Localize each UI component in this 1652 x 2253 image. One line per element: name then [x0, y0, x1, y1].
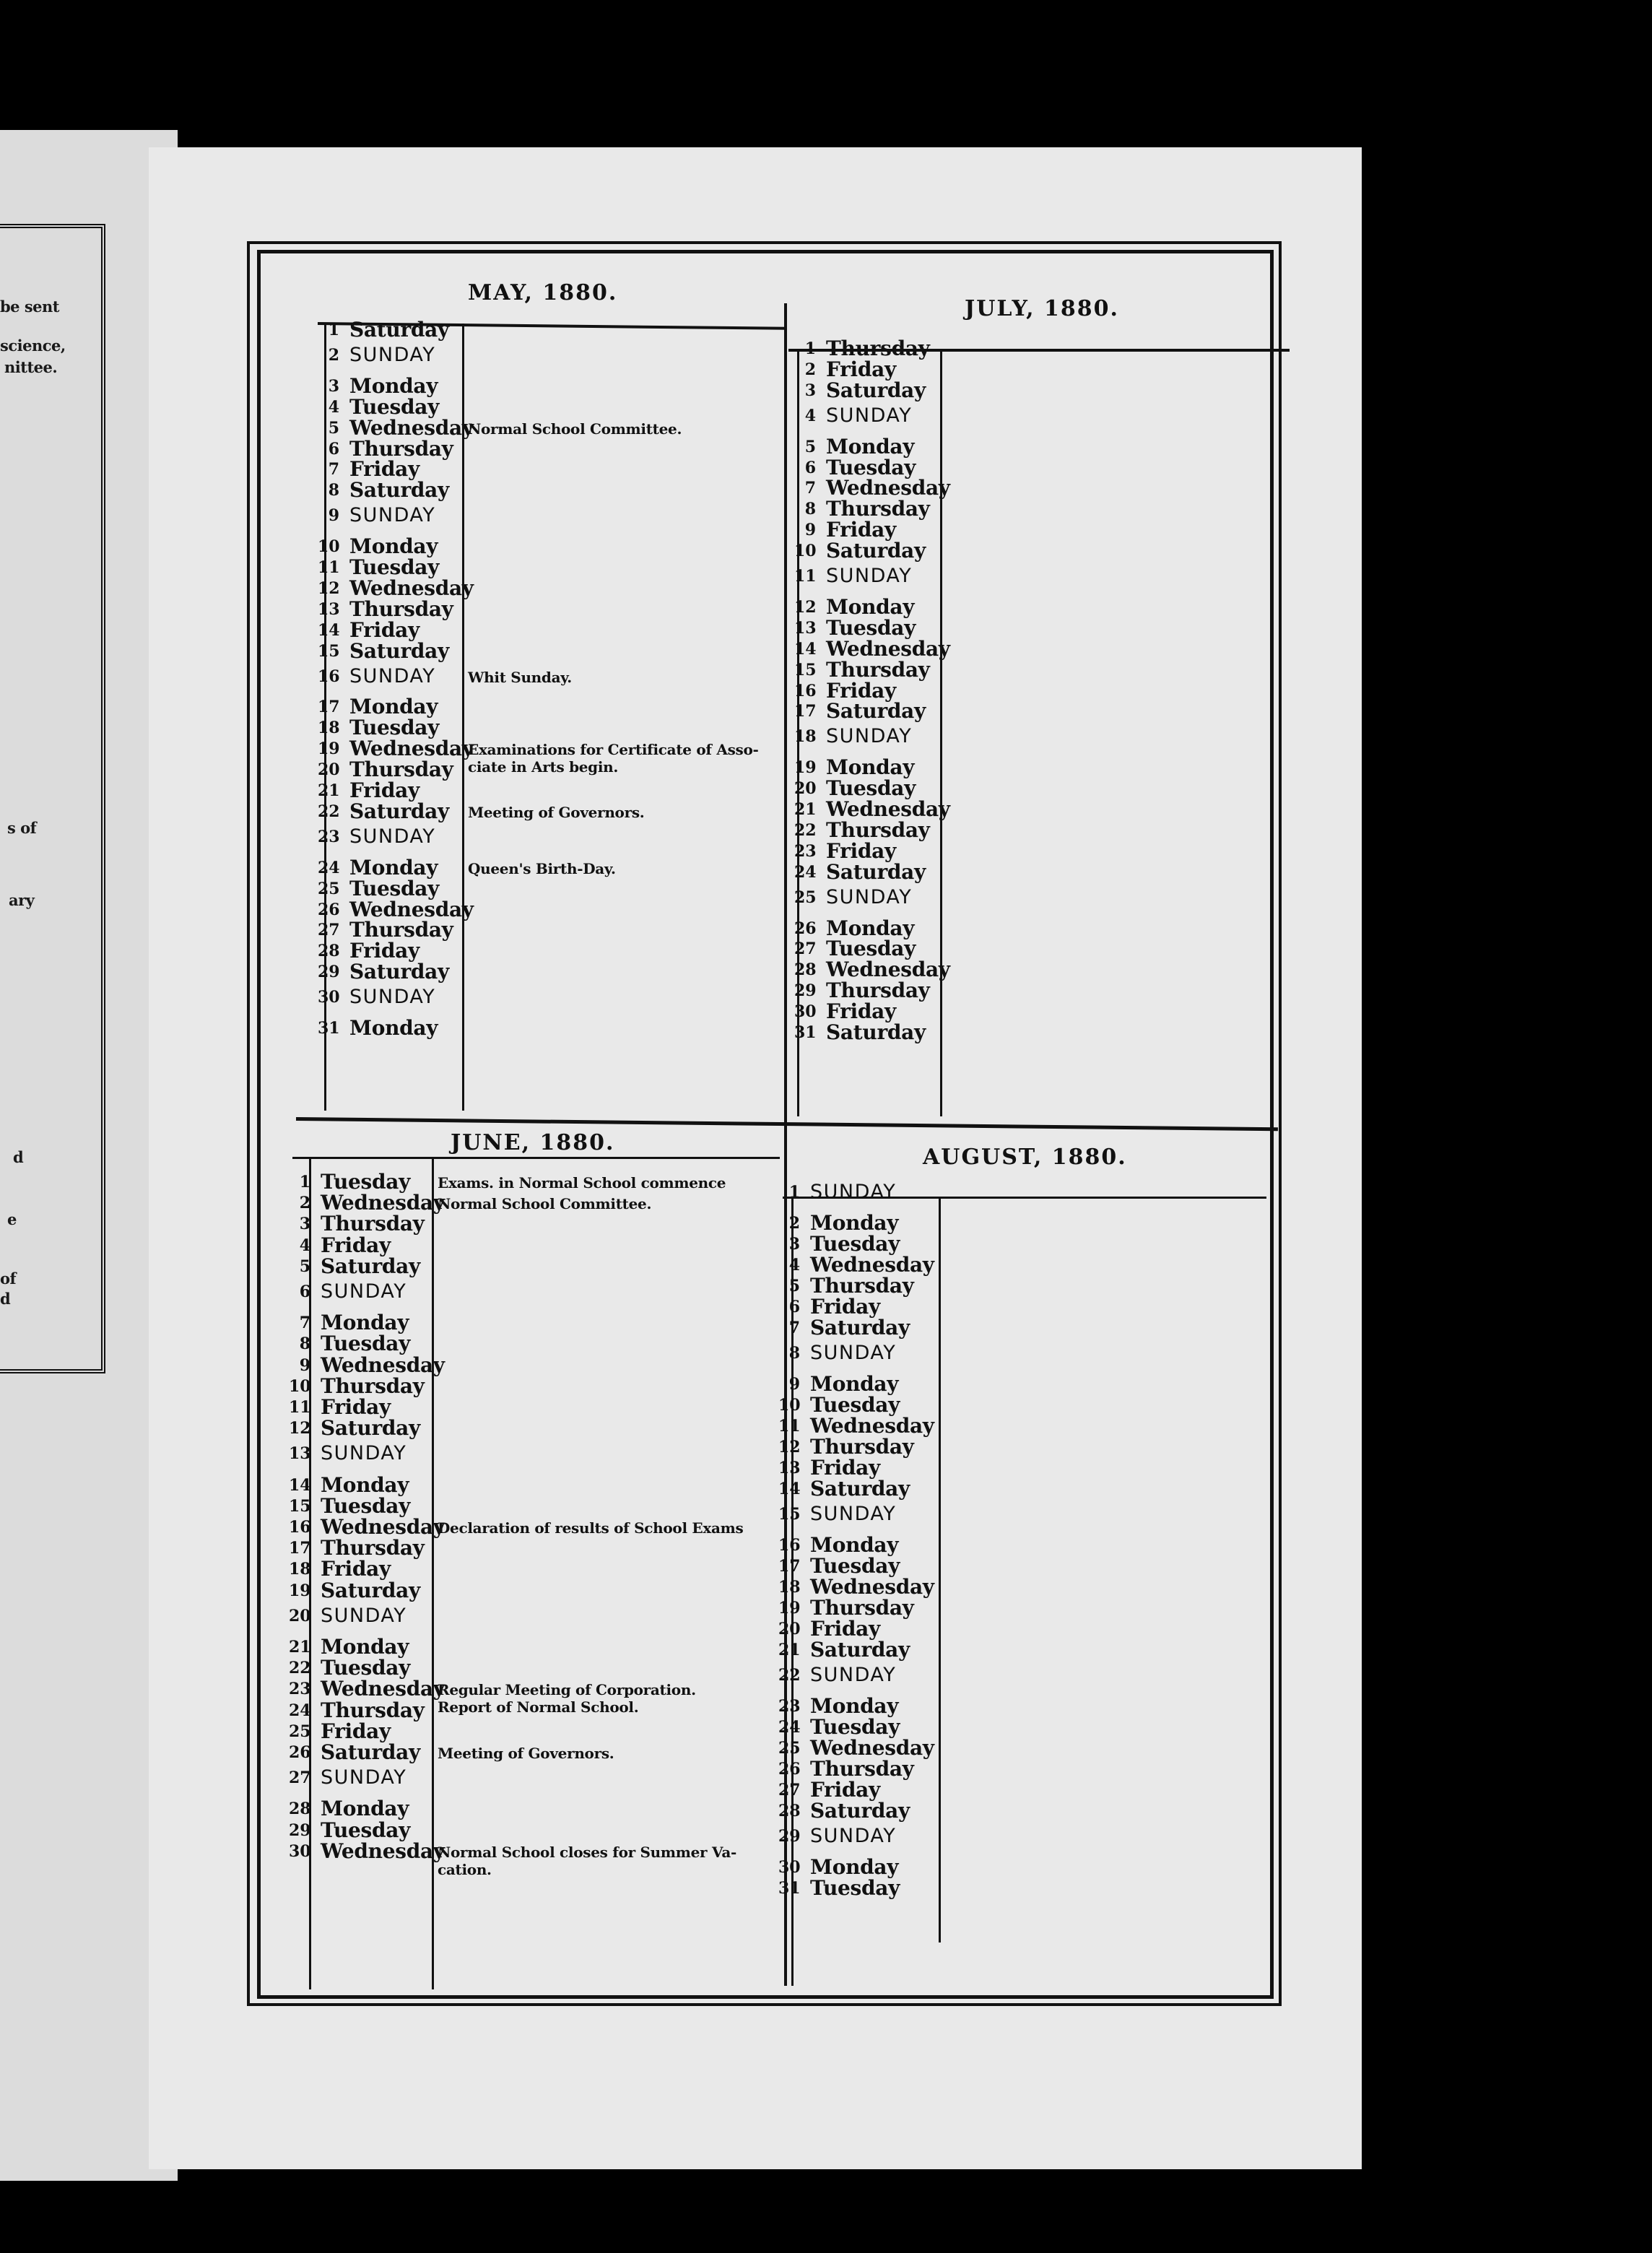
- weekday-label: Saturday: [321, 1740, 420, 1764]
- day-number: 29: [794, 981, 817, 1001]
- day-number: 20: [318, 760, 340, 780]
- day-number: 29: [778, 1827, 801, 1846]
- weekday-label: Thursday: [810, 1274, 914, 1298]
- day-number: 12: [318, 578, 340, 598]
- day-number: 11: [318, 558, 340, 577]
- day-number: 16: [794, 681, 817, 700]
- day-number: 19: [318, 739, 340, 759]
- day-number: 13: [289, 1444, 311, 1464]
- weekday-label: Saturday: [321, 1578, 420, 1602]
- day-number: 1: [804, 339, 816, 358]
- day-number: 11: [289, 1398, 311, 1417]
- day-number: 10: [794, 542, 817, 561]
- day-number: 3: [804, 381, 816, 400]
- weekday-label: Saturday: [349, 478, 449, 503]
- june-event-rule: [432, 1159, 434, 1989]
- weekday-label: Thursday: [826, 497, 930, 521]
- sunday-label: SUNDAY: [810, 1503, 897, 1525]
- calendar-event: Exams. in Normal School commence: [438, 1174, 726, 1191]
- weekday-label: Monday: [349, 695, 438, 719]
- day-number: 7: [804, 479, 816, 498]
- weekday-label: Monday: [349, 855, 438, 880]
- sunday-label: SUNDAY: [321, 1604, 407, 1627]
- weekday-label: Saturday: [826, 859, 926, 884]
- weekday-label: Tuesday: [349, 555, 440, 579]
- weekday-label: Wednesday: [810, 1414, 934, 1438]
- weekday-label: Tuesday: [321, 1656, 411, 1680]
- day-number: 3: [299, 1215, 310, 1234]
- day-number: 5: [804, 437, 816, 456]
- day-number: 9: [788, 1375, 800, 1394]
- day-number: 24: [318, 858, 340, 877]
- day-number: 29: [318, 963, 340, 982]
- day-number: 24: [794, 862, 817, 882]
- day-number: 20: [794, 779, 817, 799]
- day-number: 9: [299, 1355, 310, 1375]
- weekday-label: Tuesday: [810, 1715, 900, 1739]
- weekday-label: Wednesday: [826, 636, 950, 661]
- weekday-label: Wednesday: [321, 1839, 445, 1863]
- weekday-label: Tuesday: [810, 1232, 900, 1256]
- day-number: 13: [794, 618, 817, 638]
- day-number: 5: [328, 418, 339, 438]
- weekday-label: Friday: [826, 838, 896, 863]
- day-number: 4: [328, 397, 339, 417]
- weekday-label: Saturday: [349, 799, 449, 823]
- day-number: 18: [778, 1578, 801, 1597]
- weekday-label: Friday: [321, 1719, 391, 1743]
- weekday-label: Tuesday: [321, 1170, 411, 1194]
- weekday-label: Monday: [810, 1372, 899, 1396]
- weekday-label: Friday: [826, 999, 896, 1024]
- weekday-label: Saturday: [321, 1416, 420, 1441]
- day-number: 30: [289, 1841, 311, 1861]
- month-title-august: AUGUST, 1880.: [923, 1145, 1127, 1170]
- weekday-label: Saturday: [810, 1799, 910, 1823]
- weekday-label: Tuesday: [826, 455, 916, 479]
- day-number: 28: [778, 1802, 801, 1820]
- day-number: 25: [318, 879, 340, 898]
- day-number: 1: [299, 1173, 310, 1191]
- calendar-event: Normal School Committee.: [468, 420, 682, 438]
- weekday-label: Monday: [349, 534, 438, 559]
- day-number: 9: [328, 506, 339, 526]
- day-number: 13: [318, 599, 340, 619]
- weekday-label: Friday: [810, 1295, 880, 1319]
- day-number: 10: [289, 1376, 311, 1396]
- weekday-label: Tuesday: [810, 1393, 900, 1417]
- weekday-label: Wednesday: [810, 1736, 934, 1760]
- weekday-label: Thursday: [810, 1757, 914, 1781]
- sunday-label: SUNDAY: [321, 1766, 407, 1789]
- sunday-label: SUNDAY: [349, 825, 436, 848]
- day-number: 14: [794, 639, 817, 659]
- day-number: 27: [289, 1768, 311, 1788]
- mid-rule-left: [292, 1157, 780, 1159]
- weekday-label: Wednesday: [349, 737, 474, 761]
- month-title-july: JULY, 1880.: [965, 296, 1119, 321]
- day-number: 8: [788, 1344, 800, 1363]
- day-number: 24: [289, 1701, 311, 1720]
- weekday-label: Wednesday: [321, 1191, 445, 1215]
- facing-page-fragment: be sent: [0, 298, 60, 316]
- day-number: 6: [328, 439, 339, 459]
- day-number: 4: [299, 1236, 310, 1255]
- day-number: 27: [794, 939, 817, 959]
- weekday-label: Thursday: [826, 978, 930, 1003]
- day-number: 7: [788, 1319, 800, 1337]
- day-number: 1: [788, 1183, 800, 1202]
- day-number: 25: [778, 1739, 801, 1758]
- facing-page-fragment: nittee.: [4, 358, 58, 376]
- calendar-event: Examinations for Certificate of Asso- ciate in Arts begin.: [468, 741, 759, 776]
- sunday-label: SUNDAY: [826, 725, 913, 748]
- weekday-label: Friday: [349, 617, 419, 642]
- weekday-label: Thursday: [810, 1596, 914, 1620]
- sunday-label: SUNDAY: [349, 986, 436, 1009]
- sunday-label: SUNDAY: [810, 1825, 897, 1847]
- weekday-label: Saturday: [810, 1638, 910, 1662]
- day-number: 10: [318, 537, 340, 557]
- calendar-event: Meeting of Governors.: [468, 803, 645, 821]
- month-title-june: JUNE, 1880.: [451, 1130, 615, 1155]
- day-number: 17: [289, 1539, 311, 1558]
- weekday-label: Thursday: [349, 757, 453, 782]
- day-number: 26: [318, 900, 340, 919]
- day-number: 18: [318, 719, 340, 738]
- day-number: 30: [794, 1002, 817, 1022]
- day-number: 19: [289, 1581, 311, 1600]
- calendar-event: Normal School closes for Summer Va- cation.: [438, 1843, 736, 1878]
- weekday-label: Friday: [321, 1233, 391, 1257]
- day-number: 3: [788, 1235, 800, 1254]
- sunday-label: SUNDAY: [810, 1181, 897, 1203]
- sunday-label: SUNDAY: [349, 504, 436, 527]
- weekday-label: Friday: [810, 1456, 880, 1480]
- weekday-label: Tuesday: [349, 716, 440, 740]
- day-number: 6: [788, 1298, 800, 1316]
- day-number: 4: [804, 406, 816, 425]
- day-number: 8: [299, 1334, 310, 1354]
- weekday-label: Wednesday: [810, 1253, 934, 1277]
- weekday-label: Tuesday: [321, 1332, 411, 1356]
- day-number: 14: [289, 1475, 311, 1495]
- weekday-label: Friday: [349, 457, 419, 482]
- weekday-label: Wednesday: [810, 1575, 934, 1599]
- day-number: 28: [289, 1800, 311, 1819]
- day-number: 17: [794, 702, 817, 721]
- weekday-label: Friday: [321, 1557, 391, 1581]
- day-number: 21: [318, 781, 340, 800]
- weekday-label: Monday: [810, 1211, 899, 1235]
- sunday-label: SUNDAY: [826, 565, 913, 587]
- day-number: 2: [299, 1194, 310, 1213]
- day-number: 22: [778, 1666, 801, 1685]
- calendar-event: Regular Meeting of Corporation. Report of Normal School.: [438, 1681, 696, 1716]
- sunday-label: SUNDAY: [321, 1280, 407, 1303]
- weekday-label: Thursday: [349, 596, 453, 621]
- day-number: 23: [318, 827, 340, 846]
- weekday-label: Monday: [349, 373, 438, 398]
- weekday-label: Friday: [810, 1778, 880, 1802]
- weekday-label: Thursday: [349, 436, 453, 461]
- weekday-label: Thursday: [826, 817, 930, 842]
- weekday-label: Thursday: [321, 1698, 425, 1722]
- weekday-label: Monday: [349, 1016, 438, 1040]
- day-number: 12: [778, 1438, 801, 1457]
- day-number: 18: [794, 727, 817, 747]
- day-number: 15: [289, 1496, 311, 1516]
- month-title-may: MAY, 1880.: [468, 280, 618, 305]
- weekday-label: Saturday: [826, 539, 926, 563]
- weekday-label: Saturday: [349, 960, 449, 984]
- weekday-label: Tuesday: [826, 776, 916, 801]
- may-event-rule: [462, 324, 464, 1111]
- day-number: 27: [318, 921, 340, 940]
- weekday-label: Wednesday: [826, 476, 950, 500]
- weekday-label: Saturday: [826, 699, 926, 724]
- weekday-label: Wednesday: [321, 1353, 445, 1377]
- weekday-label: Thursday: [321, 1373, 425, 1398]
- day-number: 28: [794, 960, 817, 980]
- weekday-label: Tuesday: [321, 1818, 411, 1842]
- facing-page-fragment: science,: [0, 337, 66, 355]
- weekday-label: Monday: [810, 1855, 899, 1879]
- sunday-label: SUNDAY: [826, 404, 913, 427]
- weekday-label: Wednesday: [349, 576, 474, 600]
- weekday-label: Thursday: [349, 918, 453, 942]
- day-number: 16: [318, 667, 340, 686]
- weekday-label: Wednesday: [826, 797, 950, 821]
- day-number: 5: [788, 1277, 800, 1295]
- day-number: 16: [289, 1518, 311, 1537]
- day-number: 24: [778, 1718, 801, 1737]
- day-number: 13: [778, 1459, 801, 1477]
- weekday-label: Saturday: [826, 1020, 926, 1044]
- weekday-label: Monday: [321, 1797, 409, 1821]
- sunday-label: SUNDAY: [810, 1664, 897, 1686]
- day-number: 31: [794, 1023, 817, 1042]
- facing-page-fragment: s of: [7, 819, 37, 837]
- day-number: 15: [794, 660, 817, 680]
- day-number: 21: [794, 800, 817, 819]
- facing-page-fragment: d: [0, 1290, 11, 1308]
- day-number: 23: [778, 1697, 801, 1716]
- day-number: 2: [328, 345, 339, 365]
- day-number: 6: [804, 458, 816, 477]
- day-number: 26: [794, 919, 817, 938]
- day-number: 11: [794, 567, 817, 586]
- day-number: 23: [794, 841, 817, 861]
- day-number: 7: [328, 460, 339, 479]
- sunday-label: SUNDAY: [826, 885, 913, 908]
- weekday-label: Friday: [826, 678, 896, 703]
- weekday-label: Saturday: [810, 1316, 910, 1340]
- day-number: 12: [794, 597, 817, 617]
- day-number: 19: [794, 758, 817, 778]
- day-number: 23: [289, 1680, 311, 1699]
- weekday-label: Friday: [826, 357, 896, 381]
- weekday-label: Tuesday: [349, 876, 440, 900]
- calendar-event: Normal School Committee.: [438, 1195, 652, 1213]
- day-number: 25: [794, 887, 817, 907]
- july-event-rule: [940, 351, 942, 1116]
- weekday-label: Thursday: [321, 1536, 425, 1560]
- day-number: 21: [778, 1641, 801, 1659]
- weekday-label: Monday: [321, 1635, 409, 1659]
- weekday-label: Tuesday: [826, 937, 916, 961]
- weekday-label: Tuesday: [810, 1876, 900, 1900]
- day-number: 11: [778, 1417, 801, 1436]
- weekday-label: Thursday: [826, 337, 930, 360]
- day-number: 29: [289, 1820, 311, 1840]
- weekday-label: Monday: [810, 1694, 899, 1718]
- august-event-rule: [939, 1199, 941, 1942]
- weekday-label: Saturday: [826, 378, 926, 402]
- facing-page-fragment: e: [7, 1210, 17, 1228]
- weekday-label: Wednesday: [321, 1515, 445, 1539]
- day-number: 6: [299, 1282, 310, 1301]
- day-number: 12: [289, 1419, 311, 1438]
- weekday-label: Monday: [826, 594, 915, 619]
- day-number: 30: [318, 988, 340, 1007]
- weekday-label: Friday: [321, 1395, 391, 1419]
- day-number: 18: [289, 1560, 311, 1579]
- weekday-label: Thursday: [321, 1212, 425, 1236]
- day-number: 25: [289, 1722, 311, 1741]
- day-number: 5: [299, 1256, 310, 1276]
- day-number: 14: [318, 620, 340, 640]
- facing-page-fragment: ary: [9, 891, 35, 909]
- day-number: 8: [328, 481, 339, 500]
- calendar-event: Whit Sunday.: [468, 668, 572, 686]
- day-number: 22: [289, 1659, 311, 1678]
- day-number: 21: [289, 1638, 311, 1657]
- day-number: 9: [804, 521, 816, 540]
- weekday-label: Saturday: [810, 1477, 910, 1501]
- weekday-label: Wednesday: [349, 897, 474, 921]
- weekday-label: Tuesday: [810, 1554, 900, 1578]
- weekday-label: Saturday: [349, 638, 449, 663]
- day-number: 7: [299, 1314, 310, 1333]
- day-number: 4: [788, 1256, 800, 1275]
- day-number: 16: [778, 1536, 801, 1555]
- facing-page-fragment: d: [13, 1148, 24, 1166]
- sunday-label: SUNDAY: [321, 1442, 407, 1465]
- day-number: 1: [328, 321, 339, 339]
- day-number: 27: [778, 1781, 801, 1800]
- day-number: 10: [778, 1396, 801, 1415]
- day-number: 19: [778, 1599, 801, 1618]
- day-number: 8: [804, 500, 816, 519]
- day-number: 22: [318, 802, 340, 821]
- day-number: 15: [318, 641, 340, 661]
- weekday-label: Monday: [826, 755, 915, 780]
- day-number: 2: [788, 1214, 800, 1233]
- day-number: 17: [318, 698, 340, 717]
- weekday-label: Monday: [826, 434, 915, 459]
- day-number: 3: [328, 376, 339, 396]
- day-number: 14: [778, 1480, 801, 1498]
- weekday-label: Monday: [826, 916, 915, 940]
- day-number: 28: [318, 942, 340, 961]
- weekday-label: Tuesday: [321, 1493, 411, 1518]
- weekday-label: Friday: [810, 1617, 880, 1641]
- day-number: 20: [778, 1620, 801, 1638]
- calendar-event: Declaration of results of School Exams: [438, 1519, 744, 1537]
- day-number: 31: [778, 1879, 801, 1898]
- weekday-label: Monday: [321, 1311, 409, 1335]
- weekday-label: Thursday: [826, 657, 930, 682]
- weekday-label: Monday: [810, 1533, 899, 1557]
- weekday-label: Tuesday: [826, 615, 916, 640]
- weekday-label: Saturday: [349, 318, 449, 342]
- weekday-label: Monday: [321, 1472, 409, 1497]
- calendar-event: Meeting of Governors.: [438, 1745, 614, 1762]
- calendar-event: Queen's Birth-Day.: [468, 859, 616, 877]
- day-number: 26: [289, 1743, 311, 1762]
- weekday-label: Wednesday: [321, 1677, 445, 1701]
- sunday-label: SUNDAY: [349, 343, 436, 366]
- weekday-label: Thursday: [810, 1435, 914, 1459]
- sunday-label: SUNDAY: [349, 664, 436, 687]
- weekday-label: Friday: [826, 518, 896, 542]
- weekday-label: Friday: [349, 939, 419, 963]
- facing-page-frame: [0, 224, 105, 1373]
- day-number: 20: [289, 1606, 311, 1625]
- day-number: 17: [778, 1557, 801, 1576]
- weekday-label: Tuesday: [349, 394, 440, 419]
- weekday-label: Friday: [349, 778, 419, 802]
- sunday-label: SUNDAY: [810, 1342, 897, 1364]
- day-number: 22: [794, 820, 817, 840]
- weekday-label: Wednesday: [349, 415, 474, 440]
- day-number: 15: [778, 1505, 801, 1524]
- weekday-label: Wednesday: [826, 958, 950, 982]
- day-number: 31: [318, 1019, 340, 1038]
- day-number: 30: [778, 1858, 801, 1877]
- day-number: 26: [778, 1760, 801, 1779]
- day-number: 2: [804, 360, 816, 379]
- weekday-label: Saturday: [321, 1254, 420, 1278]
- facing-page-fragment: of: [0, 1269, 17, 1288]
